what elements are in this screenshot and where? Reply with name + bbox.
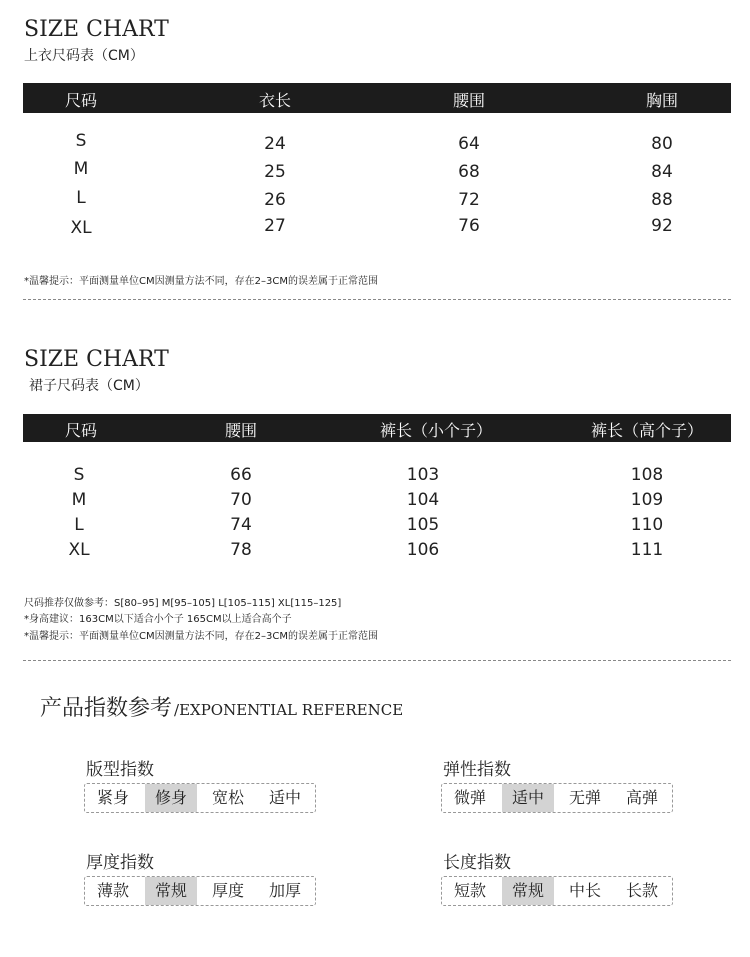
table-row	[23, 159, 731, 185]
table-row	[23, 131, 731, 157]
table-cell: 64	[458, 134, 480, 154]
top-chart-title-cn: 上衣尺码表（CM）	[24, 48, 144, 64]
table-cell: 68	[458, 162, 480, 182]
header-chest: 胸围	[645, 91, 679, 110]
table-cell: 25	[264, 162, 286, 182]
header-size: 尺码	[64, 91, 98, 110]
table-cell: 24	[264, 134, 286, 154]
thickness-option-extra-thick[interactable]: 加厚	[268, 881, 301, 900]
table-cell: S	[73, 465, 85, 485]
table-cell: L	[76, 188, 86, 208]
table-cell: 109	[630, 490, 664, 510]
reference-title-cn: 产品指数参考	[40, 696, 173, 721]
header-pants-length-petite: 裤长（小个子）	[379, 421, 493, 440]
elasticity-option-high[interactable]: 高弹	[625, 788, 658, 807]
top-chart-title-en: SIZE CHART	[24, 17, 169, 42]
thickness-option-thin[interactable]: 薄款	[96, 881, 129, 900]
length-option-mid[interactable]: 中长	[568, 881, 601, 900]
length-index-options	[441, 876, 673, 906]
table-row	[23, 188, 731, 214]
fit-option-slim[interactable]: 修身	[145, 784, 197, 812]
thickness-index-options	[84, 876, 316, 906]
fit-option-moderate[interactable]: 适中	[268, 788, 301, 807]
table-cell: 70	[230, 490, 252, 510]
length-option-short[interactable]: 短款	[453, 881, 486, 900]
header-size: 尺码	[64, 421, 98, 440]
elasticity-option-slight[interactable]: 微弹	[453, 788, 486, 807]
length-option-regular[interactable]: 常规	[502, 877, 554, 905]
length-option-long[interactable]: 长款	[625, 881, 658, 900]
header-length: 衣长	[258, 91, 292, 110]
table-cell: 88	[651, 190, 673, 210]
table-cell: 105	[406, 515, 440, 535]
table-cell: 103	[406, 465, 440, 485]
table-cell: M	[71, 490, 87, 510]
table-cell: 76	[458, 216, 480, 236]
table-cell: XL	[70, 218, 92, 238]
table-row	[23, 515, 731, 541]
fit-index-label: 版型指数	[86, 760, 154, 780]
top-chart-note: *温馨提示：平面测量单位CM因测量方法不同，存在2–3CM的误差属于正常范围	[24, 276, 378, 287]
table-cell: XL	[68, 540, 90, 560]
skirt-chart-title-en: SIZE CHART	[24, 347, 169, 372]
table-cell: 111	[630, 540, 664, 560]
header-pants-length-tall: 裤长（高个子）	[590, 421, 704, 440]
table-cell: 26	[264, 190, 286, 210]
table-cell: 92	[651, 216, 673, 236]
table-cell: 108	[630, 465, 664, 485]
size-recommendation-note: 尺码推荐仅做参考：S[80–95] M[95–105] L[105–115] XL[115–125]	[24, 598, 342, 609]
measurement-tip-note: *温馨提示：平面测量单位CM因测量方法不同，存在2–3CM的误差属于正常范围	[24, 631, 378, 642]
table-row	[23, 218, 731, 244]
elasticity-option-moderate[interactable]: 适中	[502, 784, 554, 812]
height-suggestion-note: *身高建议：163CM以下适合小个子 165CM以上适合高个子	[24, 614, 292, 625]
length-index-label: 长度指数	[443, 853, 511, 873]
table-cell: 66	[230, 465, 252, 485]
table-cell: L	[74, 515, 84, 535]
top-chart-header	[23, 83, 731, 113]
header-waist: 腰围	[224, 421, 258, 440]
table-cell: M	[73, 159, 89, 179]
skirt-chart-title-cn: 裙子尺码表（CM）	[29, 378, 149, 394]
fit-option-tight[interactable]: 紧身	[96, 788, 129, 807]
table-cell: 110	[630, 515, 664, 535]
table-cell: 78	[230, 540, 252, 560]
reference-title-en: /EXPONENTIAL REFERENCE	[174, 701, 404, 719]
thickness-option-regular[interactable]: 常规	[145, 877, 197, 905]
header-waist: 腰围	[452, 91, 486, 110]
reference-title	[40, 691, 403, 722]
table-cell: S	[75, 131, 87, 151]
table-row	[23, 490, 731, 516]
elasticity-index-options	[441, 783, 673, 813]
thickness-index-label: 厚度指数	[86, 853, 154, 873]
table-row	[23, 540, 731, 566]
table-cell: 72	[458, 190, 480, 210]
table-cell: 27	[264, 216, 286, 236]
table-row	[23, 465, 731, 491]
table-cell: 104	[406, 490, 440, 510]
dashed-divider	[23, 299, 731, 300]
table-cell: 80	[651, 134, 673, 154]
table-cell: 106	[406, 540, 440, 560]
elasticity-index-label: 弹性指数	[443, 760, 511, 780]
table-cell: 84	[651, 162, 673, 182]
fit-index-options	[84, 783, 316, 813]
thickness-option-thick[interactable]: 厚度	[211, 881, 244, 900]
table-cell: 74	[230, 515, 252, 535]
dashed-divider	[23, 660, 731, 661]
skirt-chart-header	[23, 414, 731, 442]
elasticity-option-none[interactable]: 无弹	[568, 788, 601, 807]
fit-option-loose[interactable]: 宽松	[211, 788, 244, 807]
